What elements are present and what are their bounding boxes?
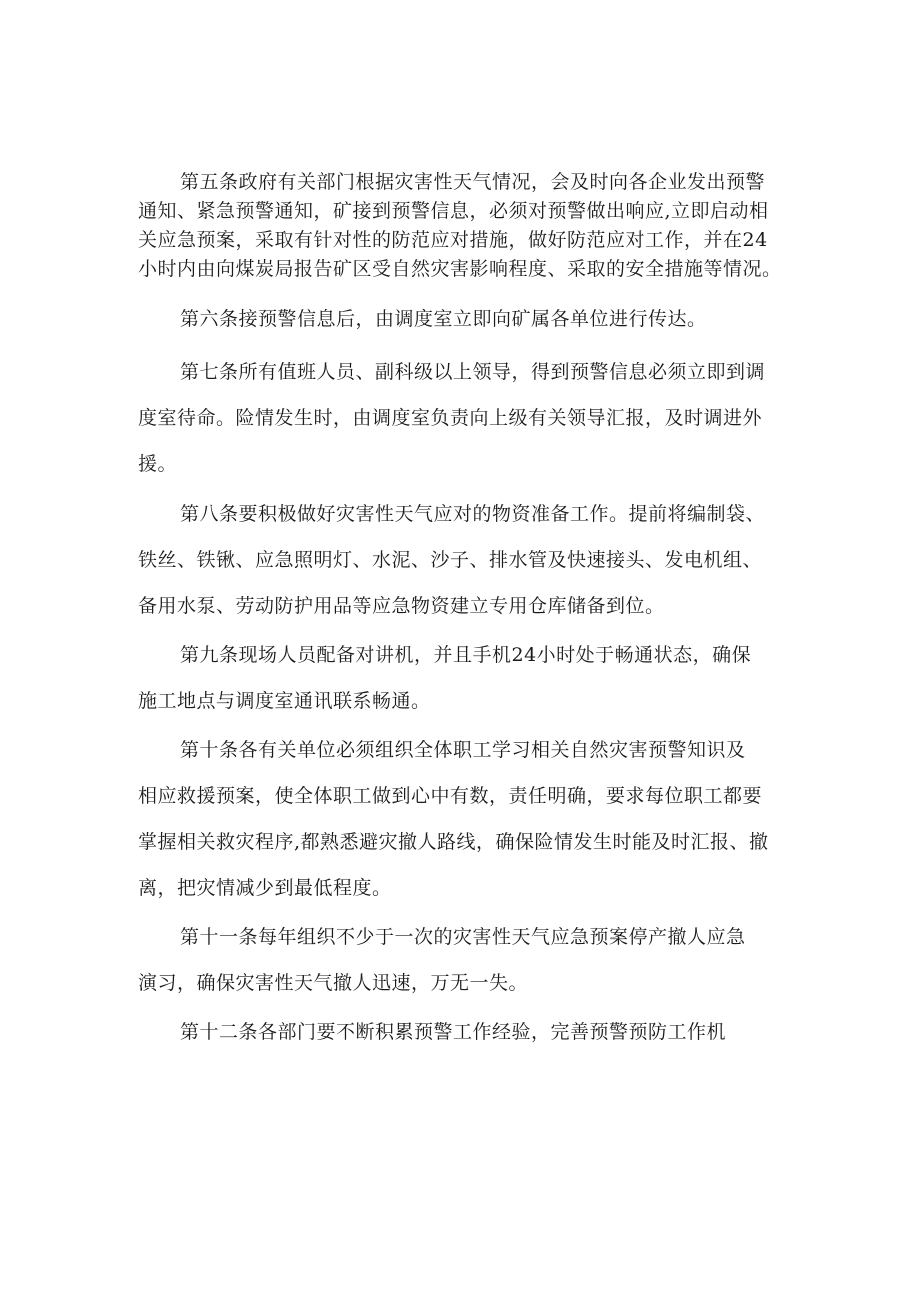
- text-line: 施工地点与调度室通讯联系畅通。: [138, 690, 431, 712]
- text-line: 第八条要积极做好灾害性天气应对的物资准备工作。提前将编制袋、: [180, 503, 766, 525]
- text-line: 备用水泵、劳动防护用品等应急物资建立专用仓库储备到位。: [138, 595, 665, 617]
- text-line: 演习，确保灾害性天气撤人迅速，万无一失。: [138, 972, 529, 994]
- text-line: 第十条各有关单位必须组织全体职工学习相关自然灾害预警知识及: [180, 739, 746, 761]
- text-line: 援。: [138, 453, 178, 475]
- text-line: 度室待命。险情发生时，由调度室负责向上级有关领导汇报，及时调进外: [138, 407, 763, 429]
- article-8-paragraph: [138, 491, 798, 629]
- text-line: 第十二条各部门要不断积累预警工作经验，完善预警预防工作机: [180, 1021, 727, 1043]
- article-5-paragraph: [138, 168, 798, 284]
- text-line: 第七条所有值班人员、副科级以上领导，得到预警信息必须立即到调: [180, 361, 766, 383]
- article-10-paragraph: [138, 727, 798, 911]
- text-line: 相应救援预案，使全体职工做到心中有数，责任明确，要求每位职工都要: [138, 785, 763, 807]
- text-line: 第十一条每年组织不少于一次的灾害性天气应急预案停产撤人应急: [180, 926, 746, 948]
- text-line: 通知、紧急预警通知，矿接到预警信息，必须对预警做出响应,立即启动相: [138, 200, 769, 222]
- article-12-paragraph: [138, 1009, 798, 1055]
- text-line: 铁丝、铁锹、应急照明灯、水泥、沙子、排水管及快速接头、发电机组、: [138, 549, 763, 571]
- text-line: 第九条现场人员配备对讲机，并且手机24小时处于畅通状态，确保: [180, 644, 752, 666]
- article-6-paragraph: [138, 296, 798, 342]
- text-line: 掌握相关救灾程序,都熟悉避灾撤人路线，确保险情发生时能及时汇报、撤: [138, 831, 769, 853]
- text-line: 离，把灾情减少到最低程度。: [138, 877, 392, 899]
- text-line: 第六条接预警信息后，由调度室立即向矿属各单位进行传达。: [180, 308, 707, 330]
- text-line: 第五条政府有关部门根据灾害性天气情况，会及时向各企业发出预警: [180, 171, 766, 193]
- text-line: 关应急预案，采取有针对性的防范应对措施，做好防范应对工作，并在24: [138, 229, 768, 251]
- document-body: [138, 168, 798, 1055]
- article-11-paragraph: [138, 914, 798, 1006]
- text-line: 小时内由向煤炭局报告矿区受自然灾害影响程度、采取的安全措施等情况。: [138, 258, 782, 280]
- article-9-paragraph: [138, 632, 798, 724]
- article-7-paragraph: [138, 349, 798, 487]
